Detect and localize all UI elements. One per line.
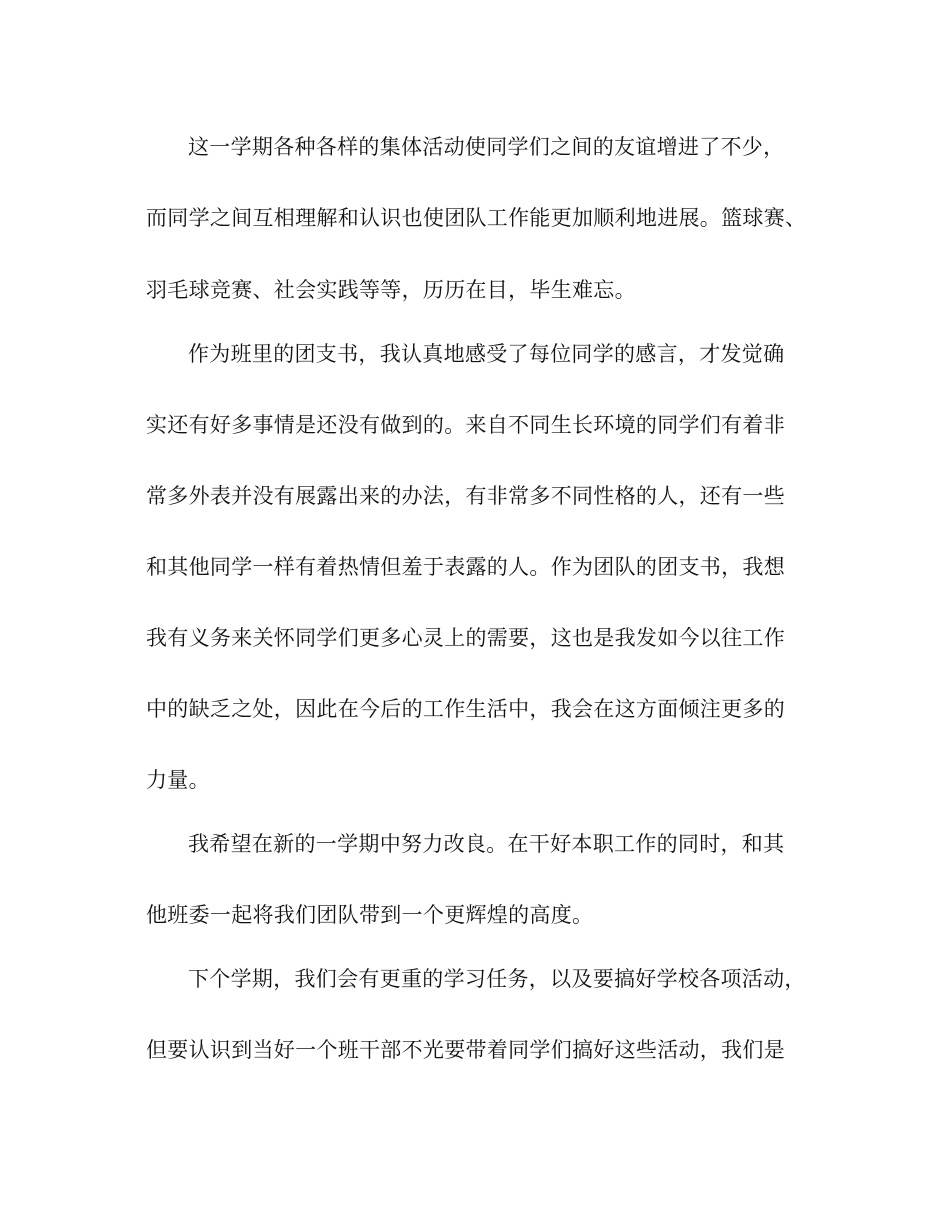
paragraph-2-line-4: 和其他同学一样有着热情但羞于表露的人。作为团队的团支书，我想 <box>146 555 785 579</box>
paragraph-1-line-3: 羽毛球竞赛、社会实践等等，历历在目，毕生难忘。 <box>146 278 636 302</box>
paragraph-2-line-6: 中的缺乏之处，因此在今后的工作生活中，我会在这方面倾注更多的 <box>146 697 785 721</box>
paragraph-2-line-2: 实还有好多事情是还没有做到的。来自不同生长环境的同学们有着非 <box>146 413 785 437</box>
paragraph-2-line-7: 力量。 <box>146 768 210 792</box>
paragraph-4-line-2: 但要认识到当好一个班干部不光要带着同学们搞好这些活动，我们是 <box>146 1038 785 1062</box>
paragraph-1-line-2: 而同学之间互相理解和认识也使团队工作能更加顺利地进展。篮球赛、 <box>146 206 807 230</box>
paragraph-3-line-2: 他班委一起将我们团队带到一个更辉煌的高度。 <box>146 903 594 927</box>
paragraph-2-line-5: 我有义务来关怀同学们更多心灵上的需要，这也是我发如今以往工作 <box>146 626 785 650</box>
paragraph-3-line-1: 我希望在新的一学期中努力改良。在干好本职工作的同时，和其 <box>188 832 785 856</box>
paragraph-4-line-1: 下个学期，我们会有更重的学习任务，以及要搞好学校各项活动， <box>188 967 806 991</box>
paragraph-2-line-1: 作为班里的团支书，我认真地感受了每位同学的感言，才发觉确 <box>188 342 785 366</box>
paragraph-1-line-1: 这一学期各种各样的集体活动使同学们之间的友谊增进了不少， <box>188 135 785 159</box>
paragraph-2-line-3: 常多外表并没有展露出来的办法，有非常多不同性格的人，还有一些 <box>146 484 785 508</box>
